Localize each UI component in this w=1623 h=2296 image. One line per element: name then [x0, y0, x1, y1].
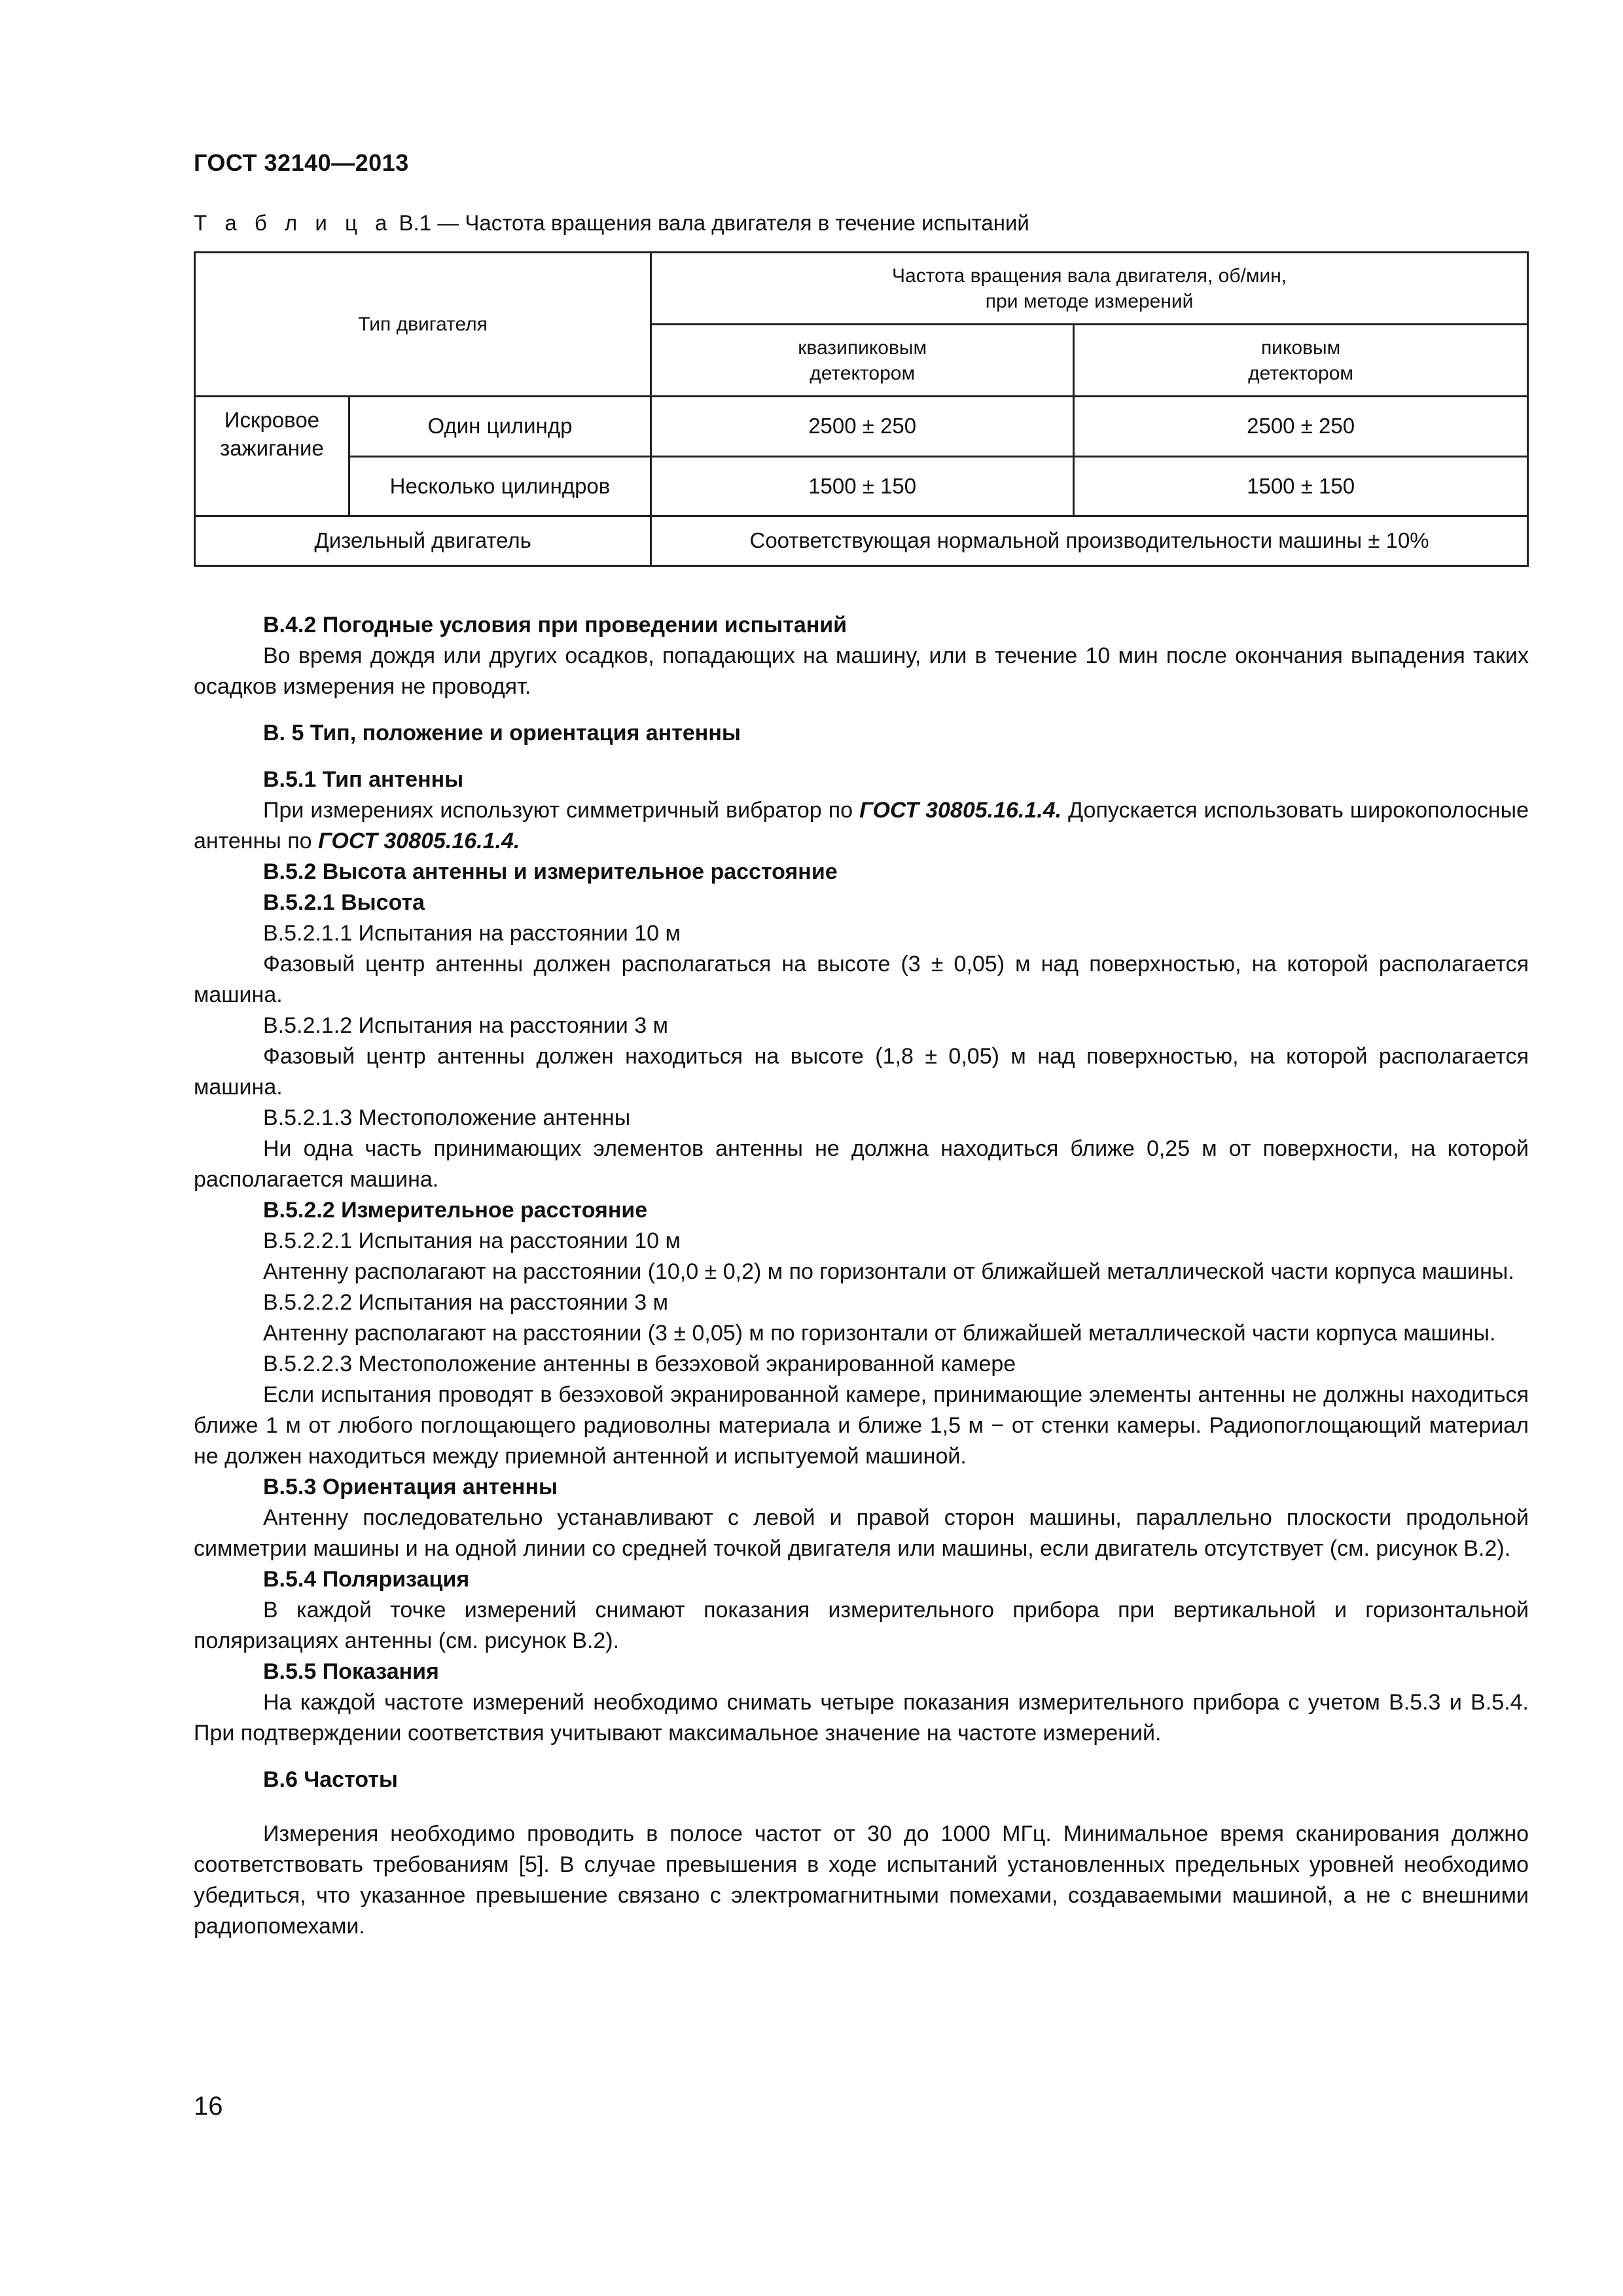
standard-reference: ГОСТ 30805.16.1.4.	[318, 829, 520, 853]
paragraph: В каждой точке измерений снимают показания измерительного прибора при вертикальной и горизонтальной поляризациях антенны (см. рисунок В.2).	[194, 1598, 1529, 1653]
section-heading: В.5.2 Высота антенны и измерительное расстояние	[263, 859, 838, 884]
paragraph: Антенну располагают на расстоянии (3 ± 0,05) м по горизонтали от ближайшей металлической части корпуса машины.	[263, 1321, 1496, 1346]
table-row	[195, 516, 1528, 566]
header-quasi-line1: квазипиковым	[798, 336, 927, 359]
section-heading: В.5.2.1 Высота	[263, 890, 425, 915]
section-heading: В.6 Частоты	[263, 1767, 398, 1792]
table-caption-text: В.1 — Частота вращения вала двигателя в течение испытаний	[399, 211, 1029, 235]
header-quasi-line2: детектором	[810, 362, 916, 384]
engine-speed-table	[194, 251, 1529, 567]
cell-engine-type: Несколько цилиндров	[349, 457, 651, 516]
paragraph: Если испытания проводят в безэховой экранированной камере, принимающие элементы антенны не должны находиться ближе 1 м от любого поглощающего радиоволны материала и ближе 1,5 м − от стенки камеры. Радиопоглощающий материал не должен находиться между приемной антенной и испытуемой машиной.	[194, 1382, 1529, 1469]
subsection-title: В.5.2.1.1 Испытания на расстоянии 10 м	[263, 921, 681, 946]
section-heading: В. 5 Тип, положение и ориентация антенны	[263, 721, 741, 745]
table-row	[195, 397, 1528, 457]
header-peak	[1074, 325, 1528, 397]
section-heading: В.4.2 Погодные условия при проведении испытаний	[263, 613, 847, 637]
paragraph: Ни одна часть принимающих элементов антенны не должна находиться ближе 0,25 м от поверхности, на которой располагается машина.	[194, 1136, 1529, 1192]
table-caption	[194, 211, 1029, 236]
page-number: 16	[194, 2092, 223, 2121]
text-run: При измерениях используют симметричный вибратор по	[263, 798, 860, 823]
header-frequency-line1: Частота вращения вала двигателя, об/мин,	[892, 264, 1287, 287]
document-title: ГОСТ 32140—2013	[194, 149, 409, 176]
table-caption-label: Т а б л и ц а	[194, 211, 393, 235]
paragraph: Антенну последовательно устанавливают с левой и правой сторон машины, параллельно плоскости продольной симметрии машины и на одной линии со средней точкой двигателя или машины, если двигатель отсутствует (см. рисунок В.2).	[194, 1505, 1529, 1561]
subsection-title: В.5.2.2.3 Местоположение антенны в безэховой экранированной камере	[263, 1352, 1016, 1376]
subsection-title: В.5.2.1.3 Местоположение антенны	[263, 1105, 631, 1130]
header-engine-type: Тип двигателя	[195, 253, 651, 397]
cell-merged-value: Соответствующая нормальной производительности машины ± 10%	[651, 516, 1528, 566]
header-peak-line1: пиковым	[1260, 336, 1341, 359]
group-spark-ignition	[195, 397, 349, 516]
paragraph: Антенну располагают на расстоянии (10,0 ± 0,2) м по горизонтали от ближайшей металлической части корпуса машины.	[263, 1259, 1514, 1284]
group-line1: Искровое	[224, 408, 320, 432]
cell-peak-value: 2500 ± 250	[1074, 397, 1528, 457]
paragraph: Фазовый центр антенны должен располагаться на высоте (3 ± 0,05) м над поверхностью, на которой располагается машина.	[194, 952, 1529, 1007]
section-heading: В.5.3 Ориентация антенны	[263, 1475, 558, 1499]
text-run: Допускается использовать широкополосные антенны по	[194, 798, 1529, 853]
paragraph: На каждой частоте измерений необходимо снимать четыре показания измерительного прибора с учетом В.5.3 и В.5.4. При подтверждении соответствия учитывают максимальное значение на частоте измерений.	[194, 1690, 1529, 1746]
subsection-title: В.5.2.1.2 Испытания на расстоянии 3 м	[263, 1013, 668, 1038]
paragraph	[194, 795, 1529, 857]
standard-reference: ГОСТ 30805.16.1.4.	[859, 798, 1062, 823]
body-text	[194, 610, 1529, 1942]
section-heading: В.5.1 Тип антенны	[263, 767, 464, 792]
section-heading: В.5.4 Поляризация	[263, 1567, 470, 1592]
cell-quasi-value: 2500 ± 250	[651, 397, 1074, 457]
table-header-row	[195, 253, 1528, 325]
header-frequency	[651, 253, 1528, 325]
table-row	[195, 457, 1528, 516]
paragraph: Во время дождя или других осадков, попадающих на машину, или в течение 10 мин после окончания выпадения таких осадков измерения не проводят.	[194, 643, 1529, 699]
header-quasi-peak	[651, 325, 1074, 397]
header-frequency-line2: при методе измерений	[985, 290, 1194, 312]
paragraph: Измерения необходимо проводить в полосе частот от 30 до 1000 МГц. Минимальное время сканирования должно соответствовать требованиям [5]. В случае превышения в ходе испытаний установленных предельных уровней необходимо убедиться, что указанное превышение связано с электромагнитными помехами, создаваемыми машиной, а не с внешними радиопомехами.	[194, 1821, 1529, 1939]
paragraph: Фазовый центр антенны должен находиться на высоте (1,8 ± 0,05) м над поверхностью, на которой располагается машина.	[194, 1044, 1529, 1100]
cell-engine-type: Один цилиндр	[349, 397, 651, 457]
subsection-title: В.5.2.2.1 Испытания на расстоянии 10 м	[263, 1229, 681, 1253]
subsection-title: В.5.2.2.2 Испытания на расстоянии 3 м	[263, 1290, 668, 1315]
header-peak-line2: детектором	[1248, 362, 1353, 384]
cell-quasi-value: 1500 ± 150	[651, 457, 1074, 516]
cell-engine-type: Дизельный двигатель	[195, 516, 651, 566]
cell-peak-value: 1500 ± 150	[1074, 457, 1528, 516]
section-heading: В.5.2.2 Измерительное расстояние	[263, 1198, 648, 1223]
section-heading: В.5.5 Показания	[263, 1659, 439, 1684]
group-line2: зажигание	[220, 435, 324, 460]
